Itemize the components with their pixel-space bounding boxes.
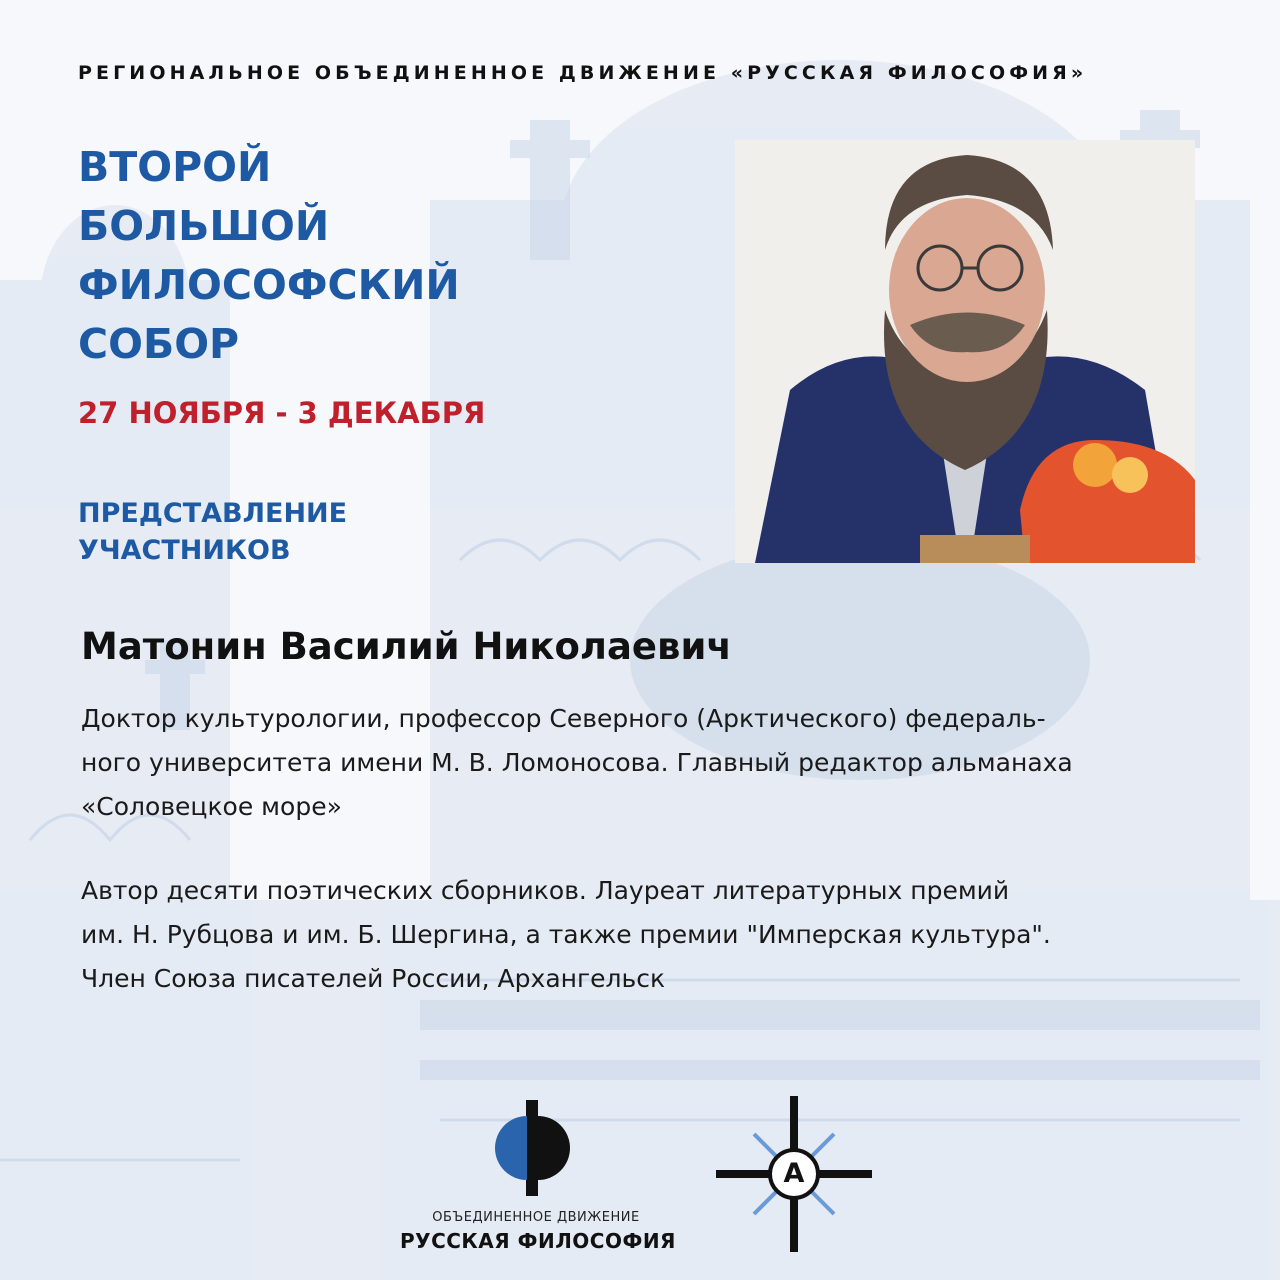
section-heading-line-1: ПРЕДСТАВЛЕНИЕ [78, 498, 348, 529]
bio-1-line-2: ного университета имени М. В. Ломоносова. Главный редактор альманаха [81, 748, 1073, 777]
bio-2-line-3: Член Союза писателей России, Архангельск [81, 964, 666, 993]
event-title [78, 138, 460, 374]
participant-bio-2 [81, 869, 1201, 1001]
participant-bio-1 [81, 697, 1201, 829]
logo-caption-big: РУССКАЯ ФИЛОСОФИЯ [400, 1229, 676, 1253]
participant-photo [735, 140, 1195, 563]
logo-caption-small: ОБЪЕДИНЕННОЕ ДВИЖЕНИЕ [432, 1210, 640, 1225]
event-title-line-3: ФИЛОСОФСКИЙ [78, 261, 460, 309]
event-title-line-4: СОБОР [78, 320, 240, 368]
organization-header: РЕГИОНАЛЬНОЕ ОБЪЕДИНЕННОЕ ДВИЖЕНИЕ «РУССКАЯ ФИЛОСОФИЯ» [78, 62, 1088, 84]
bio-2-line-2: им. Н. Рубцова и им. Б. Шергина, а также премии "Имперская культура". [81, 920, 1051, 949]
bio-1-line-3: «Соловецкое море» [81, 792, 342, 821]
russian-philosophy-logo [487, 1098, 587, 1198]
cross-a-logo [716, 1096, 872, 1252]
bio-1-line-1: Доктор культурологии, профессор Северного (Арктического) федераль- [81, 704, 1046, 733]
event-title-line-1: ВТОРОЙ [78, 143, 272, 191]
section-heading-line-2: УЧАСТНИКОВ [78, 535, 291, 566]
event-title-line-2: БОЛЬШОЙ [78, 202, 330, 250]
event-dates: 27 НОЯБРЯ - 3 ДЕКАБРЯ [78, 396, 486, 430]
russian-philosophy-caption [400, 1210, 676, 1253]
bio-2-line-1: Автор десяти поэтических сборников. Лауреат литературных премий [81, 876, 1010, 905]
participant-name: Матонин Василий Николаевич [81, 625, 732, 668]
section-heading [78, 495, 347, 569]
cross-a-letter: А [783, 1158, 805, 1189]
